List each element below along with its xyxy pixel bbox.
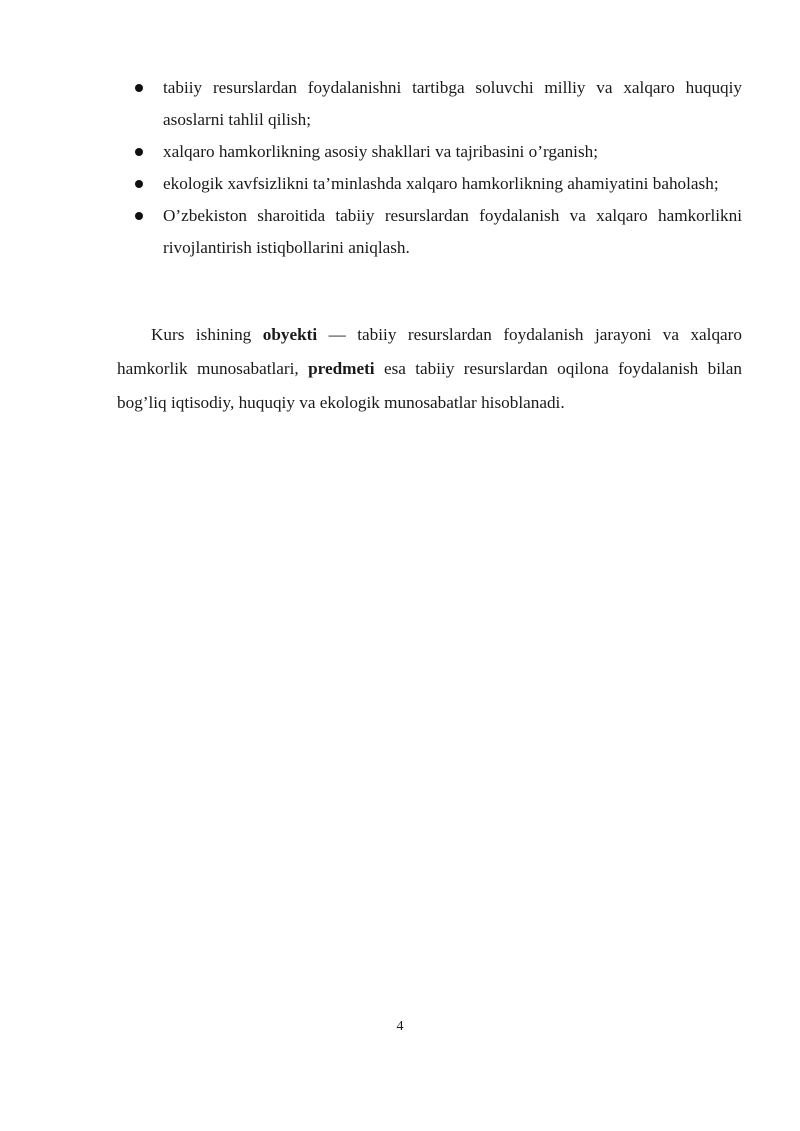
object-subject-paragraph [117, 318, 742, 420]
list-item-text: O’zbekiston sharoitida tabiiy resurslardan foydalanish va xalqaro hamkorlikni rivojlantirish istiqbollarini aniqlash. [163, 206, 742, 257]
bullet-icon [135, 180, 143, 188]
list-item [117, 168, 742, 200]
list-item-text: tabiiy resurslardan foydalanishni tartibga soluvchi milliy va xalqaro huquqiy asoslarni tahlil qilish; [163, 78, 742, 129]
list-item-text: ekologik xavfsizlikni ta’minlashda xalqaro hamkorlikning ahamiyatini baholash; [163, 174, 719, 193]
objectives-list [117, 72, 742, 264]
subject-term: predmeti [308, 359, 375, 378]
page-number: 4 [396, 1019, 404, 1034]
list-item [117, 136, 742, 168]
paragraph-text-1: Kurs ishining [151, 325, 263, 344]
object-term: obyekti [262, 325, 318, 344]
bullet-icon [135, 148, 143, 156]
paragraph-text-3: esa tabiiy resurslardan oqilona foydalanish bilan bog’liq iqtisodiy, huquqiy va ekologik munosabatlar hisoblanadi. [117, 359, 742, 412]
bullet-icon [135, 84, 143, 92]
paragraph-text-2: — tabiiy resurslardan foydalanish jarayoni va xalqaro hamkorlik munosabatlari, [117, 325, 742, 378]
list-item [117, 72, 742, 136]
bullet-icon [135, 212, 143, 220]
list-item-text: xalqaro hamkorlikning asosiy shakllari va tajribasini o’rganish; [163, 142, 599, 161]
list-item [117, 200, 742, 264]
